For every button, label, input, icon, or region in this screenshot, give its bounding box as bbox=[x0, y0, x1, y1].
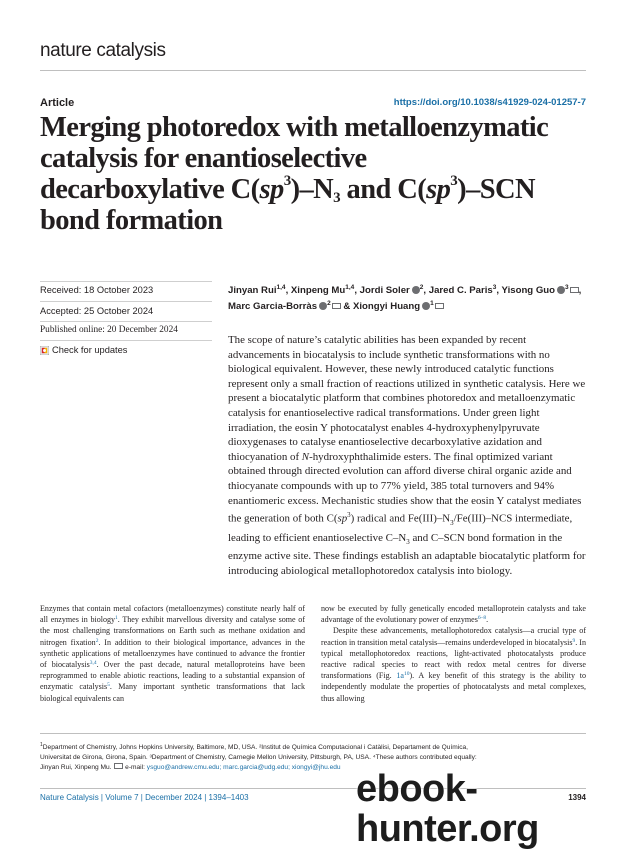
affiliations: $^1$Department of Chemistry, Johns Hopkins University, Baltimore, MD, USA. ²Institut de Química Computacional i Catàlisi, Departament de Química, Universitat de Girona, Girona, Spain. ³Department of Chemistry, Carnegie Mellon University, Pittsburgh, PA, USA. ⁴These authors contributed equally: Jinyan Rui, Xinpeng Mu. e-mail: ysguo@andrew.cmu.edu; marc.garcia@udg.edu; xiongyi@jhu.edu bbox=[40, 742, 477, 772]
email-links[interactable]: ysguo@andrew.cmu.edu; marc.garcia@udg.edu; xiongyi@jhu.edu bbox=[146, 764, 341, 772]
author[interactable]: Yisong Guo $^3$ bbox=[502, 285, 579, 296]
email-icon[interactable] bbox=[435, 303, 444, 309]
author[interactable]: Jinyan Rui$^{1,4}$ bbox=[228, 284, 286, 296]
orcid-icon[interactable] bbox=[557, 286, 565, 294]
dates-divider-3 bbox=[40, 340, 212, 341]
email-icon[interactable] bbox=[332, 303, 341, 309]
email-icon bbox=[114, 763, 123, 769]
title-line-2: catalysis for enantioselective bbox=[40, 143, 367, 174]
published-date: Published online: 20 December 2024 bbox=[40, 325, 178, 335]
reference-link[interactable]: 1 bbox=[115, 615, 118, 622]
doi-link[interactable]: https://doi.org/10.1038/s41929-024-01257-7 bbox=[393, 97, 586, 108]
abstract: The scope of nature’s catalytic abilities has been expanded by recent advancements in biocatalysis to include synthetic transformations with no biological equivalent. However, these newly introduced catalytic functions represent only a small fraction of reactions utilized in synthetic catalysis. Here we present a biocatalytic platform that combines photoredox and metalloenzymatic catalysis for enantioselective radical transformations. Under green light irradiation, the eosin Y photocatalyst enables 4-hydroxyphenylpyruvate dioxygenases to catalyse enantioselective decarboxylative azidation and thiocyanation of N-hydroxyphthalimide esters. The final optimized variant obtained through directed evolution can afford diverse chiral organic azide and thiocyanate compounds with up to 77% yield, 385 total turnovers and 94% enantiomeric excess. Mechanistic studies show that the eosin Y catalyst mediates the generation of both $C(sp^3)$ radical and $Fe(III)-N_3/Fe(III)$–NCS intermediate, leading to efficient enantioselective $C-N_3$ and C–SCN bond formation in the enzyme active site. These findings establish an adaptable biocatalytic platform for introducing abiological metallophotoredox catalysis into biology. bbox=[228, 334, 586, 577]
orcid-icon[interactable] bbox=[412, 286, 420, 294]
body-column-right: now be executed by fully genetically encoded metalloprotein catalysts and take advantage of the evolutionary power of enzymes$^{6-8}$. Despite these advancements, metallophotoredox catalysis—a crucial type of reaction in transition metal catalysis—remains underdeveloped in biocatalysis$^9$. In typical metallophotoredox reactions, light-activated photocatalysts produce reactive radical species to react with redox metal centres for diverse transformations (Fig. 1a$^{10}$). A key benefit of this strategy is the ability to independently modulate the properties of photocatalysts and metal complexes, thus allowing bbox=[321, 604, 586, 703]
reference-link[interactable]: 6–8 bbox=[477, 615, 487, 622]
reference-link[interactable]: 10 bbox=[403, 671, 410, 678]
author[interactable]: Xinpeng Mu$^{1,4}$ bbox=[290, 284, 355, 296]
orcid-icon[interactable] bbox=[319, 302, 327, 310]
accepted-date: Accepted: 25 October 2024 bbox=[40, 306, 154, 316]
author-list: Jinyan Rui$^{1,4}$, Xinpeng Mu$^{1,4}$, Jordi Soler $^2$, Jared C. Paris$^3$, Yisong Guo $^3$ , Marc Garcia-Borràs $^2$ & Xiongyi Huang $^1$ bbox=[228, 284, 582, 312]
title-line-1: Merging photoredox with metalloenzymatic bbox=[40, 112, 549, 143]
body-column-left: Enzymes that contain metal cofactors (metalloenzymes) constitute nearly half of all enzymes in biology$^1$. They exhibit marvellous diversity and catalyse some of the most challenging transformations on Earth such as methane oxidation and nitrogen fixation$^2$. In addition to their biological importance, advances in the synthetic applications of metalloenzymes have continued to advance the frontier of biocatalysis$^{3,4}$. Over the past decade, natural metalloproteins have been reprogrammed to enable abiotic reactions, leading to a substantial expansion of enzymatic catalysis$^5$. Many important synthetic transformations that lack biological equivalents can bbox=[40, 604, 306, 703]
author[interactable]: Jared C. Paris$^3$ bbox=[428, 284, 497, 296]
check-for-updates-button[interactable] bbox=[40, 345, 127, 355]
footer-citation: Nature Catalysis | Volume 7 | December 2024 | 1394–1403 bbox=[40, 793, 249, 802]
article-title bbox=[40, 112, 600, 236]
check-updates-icon bbox=[40, 346, 49, 355]
dates-divider-top bbox=[40, 281, 212, 282]
email-icon[interactable] bbox=[570, 287, 579, 293]
page-number: 1394 bbox=[568, 793, 586, 802]
reference-link[interactable]: 2 bbox=[95, 637, 99, 644]
received-date: Received: 18 October 2023 bbox=[40, 285, 154, 295]
affiliations-divider bbox=[40, 733, 586, 734]
author[interactable]: Jordi Soler $^2$ bbox=[359, 284, 424, 296]
check-updates-label: Check for updates bbox=[52, 345, 128, 355]
watermark: ebook-hunter.org bbox=[356, 768, 539, 850]
journal-name: nature catalysis bbox=[40, 40, 166, 61]
author[interactable]: Marc Garcia-Borràs $^2$ bbox=[228, 301, 341, 312]
author[interactable]: Xiongyi Huang $^1$ bbox=[353, 301, 444, 312]
title-line-3: decarboxylative $C(sp^3)-N_3$ and $C(sp^3)$–SCN bbox=[40, 173, 535, 206]
reference-link[interactable]: 9 bbox=[572, 637, 576, 644]
reference-link[interactable]: 5 bbox=[107, 682, 110, 689]
dates-divider-1 bbox=[40, 301, 212, 302]
title-line-4: bond formation bbox=[40, 205, 223, 236]
figure-link[interactable]: 1a bbox=[396, 671, 404, 681]
orcid-icon[interactable] bbox=[422, 302, 430, 310]
reference-link[interactable]: 3,4 bbox=[89, 660, 97, 667]
header-divider bbox=[40, 70, 586, 71]
dates-divider-2 bbox=[40, 321, 212, 322]
article-type: Article bbox=[40, 97, 75, 109]
